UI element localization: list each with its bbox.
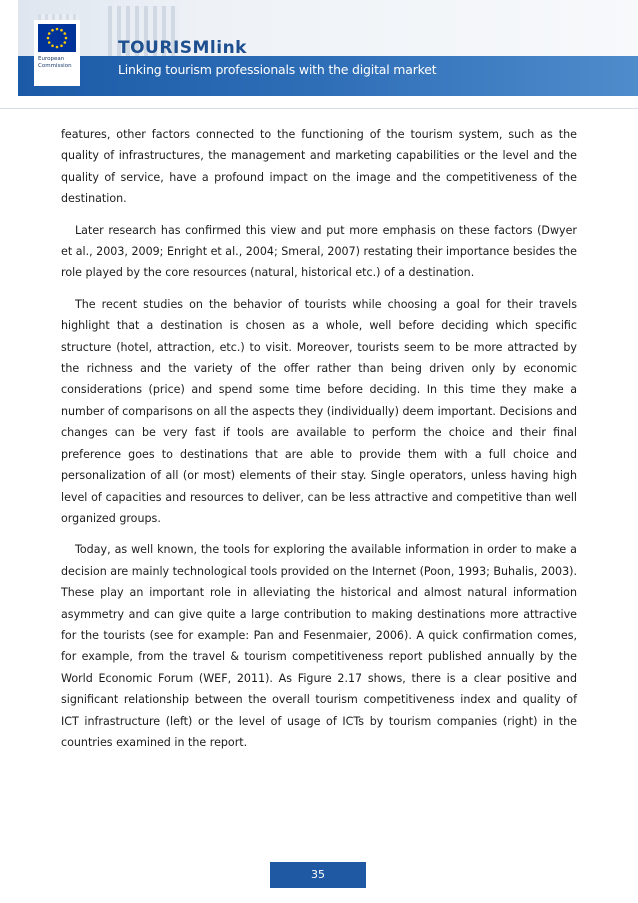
paragraph: Later research has confirmed this view and put more emphasis on these factors (Dwyer et al., 2003, 2009; Enright et al., 2004; Smeral, 2007) restating their importance besides the role played by the core resources (natural, historical etc.) of a destination. xyxy=(61,223,577,280)
eu-flag-icon xyxy=(38,24,76,52)
document-body xyxy=(61,124,577,763)
brand-tagline: Linking tourism professionals with the digital market xyxy=(118,62,437,77)
paragraph: The recent studies on the behavior of tourists while choosing a goal for their travels highlight that a destination is chosen as a whole, well before deciding which specific structure (hotel, attraction, etc.) to visit. Moreover, tourists seem to be more attracted by the richness and the variety of the offer rather than being driven only by economic considerations (price) and spend some time before deciding. In this time they make a number of comparisons on all the aspects they (individually) deem important. Decisions and changes can be very fast if tools are available to perform the choice and their final preference goes to destinations that are able to provide them with a full choice and personalization of all (or most) elements of their stay. Single operators, unless having high level of capacities and resources to deliver, can be less attractive and competitive than well organized groups. xyxy=(61,297,577,525)
header-divider xyxy=(0,108,638,109)
page-footer xyxy=(270,862,366,888)
paragraph: features, other factors connected to the functioning of the tourism system, such as the quality of infrastructures, the management and marketing capabilities or the level and the quality of service, have a profound impact on the image and the competitiveness of the destination. xyxy=(61,128,577,206)
eu-label-line2: Commission xyxy=(38,62,72,69)
header-banner-background xyxy=(18,0,638,56)
page-number: 35 xyxy=(311,868,325,881)
page-header xyxy=(0,0,638,112)
eu-label-line1: European xyxy=(38,56,65,62)
paragraph: Today, as well known, the tools for exploring the available information in order to make a decision are mainly technological tools provided on the Internet (Poon, 1993; Buhalis, 2003). These play an important role in alleviating the historical and almost natural information asymmetry and can give quite a large contribution to making destinations more attractive for the tourists (see for example: Pan and Fesenmaier, 2006). A quick confirmation comes, for example, from the travel & tourism competitiveness report published annually by the World Economic Forum (WEF, 2011). As Figure 2.17 shows, there is a clear positive and significant relationship between the overall tourism competitiveness index and quality of ICT infrastructure (left) or the level of usage of ICTs by tourism companies (right) in the countries examined in the report. xyxy=(61,543,577,749)
brand-title: TOURISMlink xyxy=(118,38,247,58)
eu-commission-logo xyxy=(34,20,80,86)
eu-commission-label xyxy=(38,56,78,69)
